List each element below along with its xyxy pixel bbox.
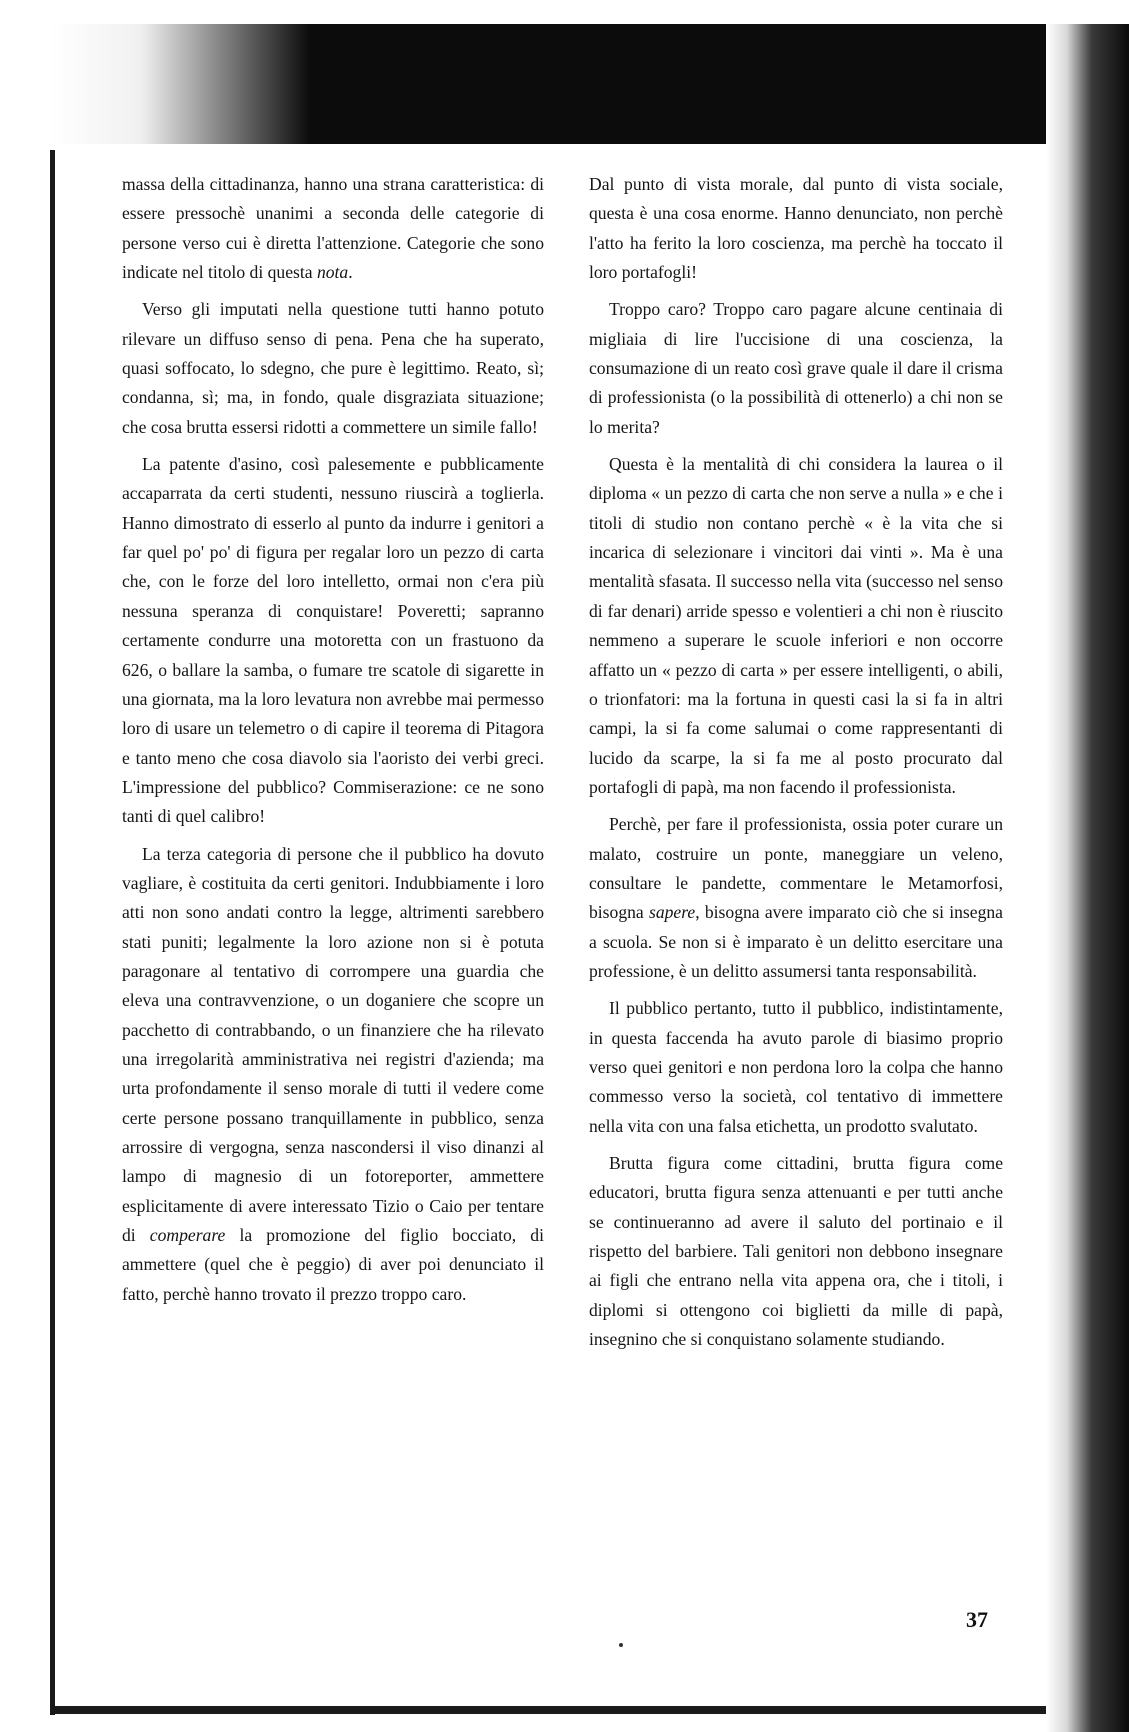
print-speck bbox=[619, 1643, 623, 1647]
page-number: 37 bbox=[966, 1607, 988, 1632]
top-band-fade bbox=[50, 24, 310, 144]
italic-word: comperare bbox=[149, 1225, 226, 1246]
left-border-rule bbox=[50, 150, 55, 1715]
bottom-border-rule bbox=[50, 1706, 1060, 1714]
left-text-column bbox=[122, 170, 544, 1317]
paragraph: Brutta figura come cittadini, brutta figura come educatori, brutta figura senza attenuanti e per tutti anche se continueranno ad avere il saluto del portinaio e il rispetto del barbiere. Tali genitori non debbono insegnare ai figli che entrano nella vita appena ora, che i titoli, i diplomi si ottengono coi biglietti da mille di papà, insegnino che si conquistano solamente studiando. bbox=[589, 1153, 1003, 1350]
right-text-column bbox=[589, 170, 1003, 1362]
paragraph: massa della cittadinanza, hanno una strana caratteristica: di essere pressochè unanimi a seconda delle categorie di persone verso cui è diretta l'attenzione. Categorie che sono indicate nel titolo di questa nota. bbox=[122, 174, 544, 283]
paragraph: Il pubblico pertanto, tutto il pubblico, indistintamente, in questa faccenda ha avuto parole di biasimo proprio verso quei genitori e non perdona loro la colpa che hanno commesso verso la società, col tentativo di immettere nella vita con una falsa etichetta, un prodotto svalutato. bbox=[589, 998, 1003, 1136]
paragraph: Questa è la mentalità di chi considera la laurea o il diploma « un pezzo di carta che non serve a nulla » e che i titoli di studio non contano perchè « è la vita che si incarica di selezionare i vincitori dai vinti ». Ma è una mentalità sfasata. Il successo nella vita (successo nel senso di far denari) arride spesso e volentieri a chi non è riuscito nemmeno a superare le scuole inferiori e non occorre affatto un « pezzo di carta » per essere intelligenti, o abili, o trionfatori: ma la fortuna in questi casi la si fa in altri campi, la si fa come salumai o come rappresentanti di lucido da scarpe, la si fa me al posto procurato dal portafogli di papà, ma non facendo il professionista. bbox=[589, 454, 1003, 797]
paragraph: Troppo caro? Troppo caro pagare alcune centinaia di migliaia di lire l'uccisione di una coscienza, la consumazione di un reato così grave quale il dare il crisma di professionista (o la possibilità di ottenerlo) a chi non se lo merita? bbox=[589, 299, 1003, 437]
italic-word: nota bbox=[316, 262, 349, 283]
paragraph: Verso gli imputati nella questione tutti hanno potuto rilevare un diffuso senso di pena. Pena che ha superato, quasi soffocato, lo sdegno, che pure è legittimo. Reato, sì; condanna, sì; ma, in fondo, quale disgraziata situazione; che cosa brutta essersi ridotti a commettere un simile fallo! bbox=[122, 299, 544, 437]
paragraph: Perchè, per fare il professionista, ossia poter curare un malato, costruire un ponte, maneggiare un veleno, consultare le pandette, commentare le Metamorfosi, bisogna sapere, bisogna avere imparato ciò che si insegna a scuola. Se non si è imparato è un delitto esercitare una professione, è un delitto assumersi tanta responsabilità. bbox=[589, 814, 1003, 981]
paragraph: La terza categoria di persone che il pubblico ha dovuto vagliare, è costituita da certi genitori. Indubbiamente i loro atti non sono andati contro la legge, altrimenti sarebbero stati puniti; legalmente la loro azione non si è potuta paragonare al tentativo di corrompere una guardia che eleva una contravvenzione, o un doganiere che scopre un pacchetto di contrabbando, o un finanziere che ha rilevato una irregolarità amministrativa nei registri d'azienda; ma urta profondamente il senso morale di tutti il vedere come certe persone possano tranquillamente in pubblico, senza arrossire di vergogna, senza nascondersi il viso dinanzi al lampo di magnesio di un fotoreporter, ammettere esplicitamente di avere interessato Tizio o Caio per tentare di comperare la promozione del figlio bocciato, di ammettere (quel che è peggio) di aver poi denunciato il fatto, perchè hanno trovato il prezzo troppo caro. bbox=[122, 843, 544, 1304]
italic-word: sapere bbox=[648, 902, 696, 923]
right-edge-shadow bbox=[1046, 24, 1129, 1732]
paragraph: La patente d'asino, così palesemente e pubblicamente accaparrata da certi studenti, nessuno riuscirà a toglierla. Hanno dimostrato di esserlo al punto da indurre i genitori a far quel po' po' di figura per regalar loro un pezzo di carta che, con le forze del loro intelletto, ormai non c'era più nessuna speranza di conquistare! Poveretti; sapranno certamente condurre una motoretta con un frastuono da 626, o ballare la samba, o fumare tre scatole di sigarette in una giornata, ma la loro levatura non avrebbe mai permesso loro di usare un telemetro o di capire il teorema di Pitagora e tanto meno che cosa diavolo sia l'aoristo dei verbi greci. L'impressione del pubblico? Commiserazione: ce ne sono tanti di quel calibro! bbox=[122, 454, 544, 827]
paragraph: Dal punto di vista morale, dal punto di vista sociale, questa è una cosa enorme. Hanno denunciato, non perchè l'atto ha ferito la loro coscienza, ma perchè ha toccato il loro portafogli! bbox=[589, 174, 1003, 283]
